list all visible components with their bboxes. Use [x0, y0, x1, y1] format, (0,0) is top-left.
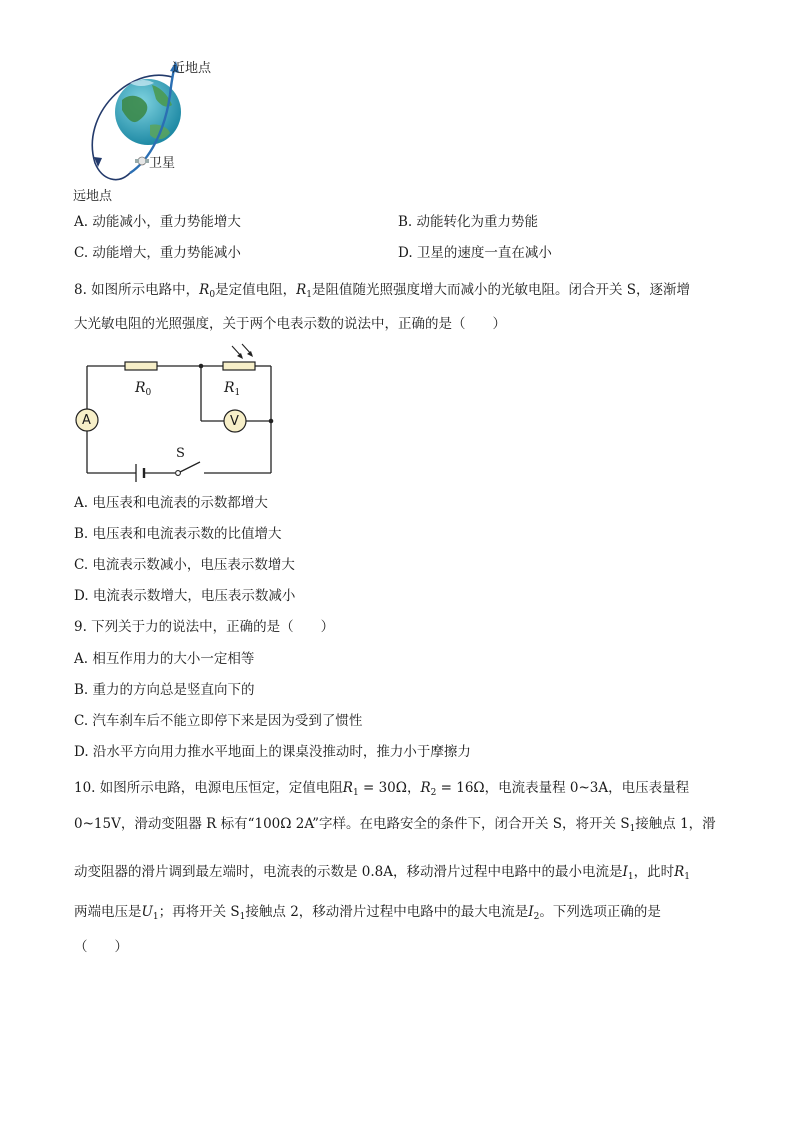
q8-stem-line2: 大光敏电阻的光照强度，关于两个电表示数的说法中，正确的是（ ）: [74, 316, 506, 332]
q9-option-c[interactable]: C. 汽车刹车后不能立即停下来是因为受到了惯性: [74, 713, 363, 729]
q7-option-c[interactable]: C. 动能增大，重力势能减小: [74, 245, 241, 261]
q8-option-b[interactable]: B. 电压表和电流表示数的比值增大: [74, 526, 282, 542]
q9-option-a[interactable]: A. 相互作用力的大小一定相等: [74, 651, 255, 667]
q10-stem-line4: 两端电压是$U_1$；再将开关 $S_1$接触点 2，移动滑片过程中电路中的最大电流是$I_2$。下列选项正确的是: [74, 904, 661, 922]
satellite-icon: [138, 157, 146, 165]
q8-option-d[interactable]: D. 电流表示数增大，电压表示数减小: [74, 588, 296, 604]
q8-circuit-diagram: [70, 338, 285, 483]
switch-label: S: [176, 446, 185, 461]
perigee-label: 近地点: [172, 61, 212, 76]
voltmeter-label: V: [230, 414, 239, 429]
r0-resistor: [125, 362, 157, 370]
q10-answer-blank: （ ）: [74, 939, 128, 955]
orbit-figure: [60, 55, 240, 210]
circuit-r0-label: $R_0$: [135, 380, 152, 398]
q8-stem-line1: 8. 如图所示电路中，$R_0$是定值电阻，$R_1$是阻值随光照强度增大而减小的光敏电阻。闭合开关 S，逐渐增: [74, 282, 691, 300]
satellite-label: 卫星: [149, 156, 176, 171]
r1-photoresistor: [223, 362, 255, 370]
q10-stem-line1: 10. 如图所示电路，电源电压恒定，定值电阻$R_1 = 30\Omega$，$R_2 = 16\Omega$，电流表量程 0~3A，电压表量程: [74, 780, 690, 798]
q10-stem-line2: 0~15V，滑动变阻器 R 标有“100Ω 2A”字样。在电路安全的条件下，闭合开关 S，将开关 $S_1$接触点 1，滑: [74, 816, 716, 834]
apogee-label: 远地点: [73, 189, 113, 204]
ammeter-label: A: [82, 413, 91, 428]
q7-option-d[interactable]: D. 卫星的速度一直在减小: [398, 245, 552, 261]
q7-option-b[interactable]: B. 动能转化为重力势能: [398, 214, 539, 230]
q10-stem-line3: 动变阻器的滑片调到最左端时，电流表的示数是 0.8A，移动滑片过程中电路中的最小电流是$I_1$，此时$R_1$: [74, 864, 690, 882]
q7-option-a[interactable]: A. 动能减小，重力势能增大: [74, 214, 241, 230]
q9-option-d[interactable]: D. 沿水平方向用力推水平地面上的课桌没推动时，推力小于摩擦力: [74, 744, 471, 760]
circuit-r1-label: $R_1$: [224, 380, 241, 398]
q8-option-a[interactable]: A. 电压表和电流表的示数都增大: [74, 495, 268, 511]
q8-option-c[interactable]: C. 电流表示数减小，电压表示数增大: [74, 557, 295, 573]
switch-icon: [176, 471, 181, 476]
q9-option-b[interactable]: B. 重力的方向总是竖直向下的: [74, 682, 255, 698]
q9-stem: 9. 下列关于力的说法中，正确的是（ ）: [74, 619, 335, 635]
